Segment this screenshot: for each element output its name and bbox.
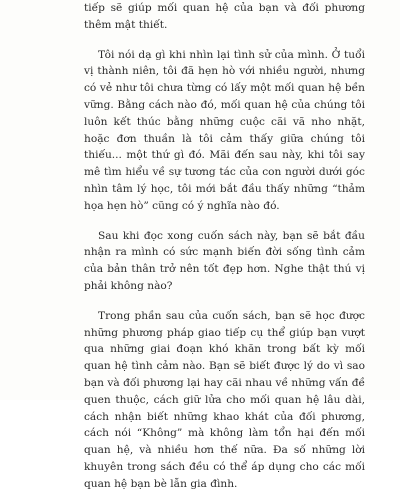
paragraph-gap	[84, 34, 365, 47]
paragraph-gap	[84, 215, 365, 228]
paragraph-gap	[84, 295, 365, 308]
body-text	[84, 0, 365, 493]
paragraph-4: Trong phần sau của cuốn sách, bạn sẽ học được những phương pháp giao tiếp cụ thể giúp bạn vượt qua những giai đoạn khó khăn trong bất kỳ mối quan hệ tình cảm nào. Bạn sẽ biết được lý do vì sao bạn và đối phương lại hay cãi nhau về những vấn đề quen thuộc, cách giữ lửa cho mối quan hệ lâu dài, cách nhận biết những khao khát của đối phương, cách nói “Không” mà không làm tổn hại đến mối quan hệ, và nhiều hơn thế nữa. Đa số những lời khuyên trong sách đều có thể áp dụng cho các mối quan hệ bạn bè lẫn gia đình.	[84, 309, 365, 490]
paragraph-2: Tôi nói dạ gì khi nhìn lại tình sử của mình. Ở tuổi vị thành niên, tôi đã hẹn hò với nhiều người, nhưng có vẻ như tôi chưa từng có lấy một mối quan hệ bền vững. Bằng cách nào đó, mối quan hệ của chúng tôi luôn kết thúc bằng những cuộc cãi vã nho nhặt, hoặc đơn thuần là tôi cảm thấy giữa chúng tôi thiếu... một thứ gì đó. Mãi đến sau này, khi tôi say mê tìm hiểu về sự tương tác của con người dưới góc nhìn tâm lý học, tôi mới bắt đầu thấy những “thảm họa hẹn hò” cũng có ý nghĩa nào đó.	[84, 48, 365, 212]
paragraph-1: tiếp sẽ giúp mối quan hệ của bạn và đối phương thêm mật thiết.	[84, 2, 365, 31]
paragraph-3: Sau khi đọc xong cuốn sách này, bạn sẽ bắt đầu nhận ra mình có sức mạnh biến đời sống tình cảm của bản thân trở nên tốt đẹp hơn. Nghe thật thú vị phải không nào?	[84, 229, 365, 292]
